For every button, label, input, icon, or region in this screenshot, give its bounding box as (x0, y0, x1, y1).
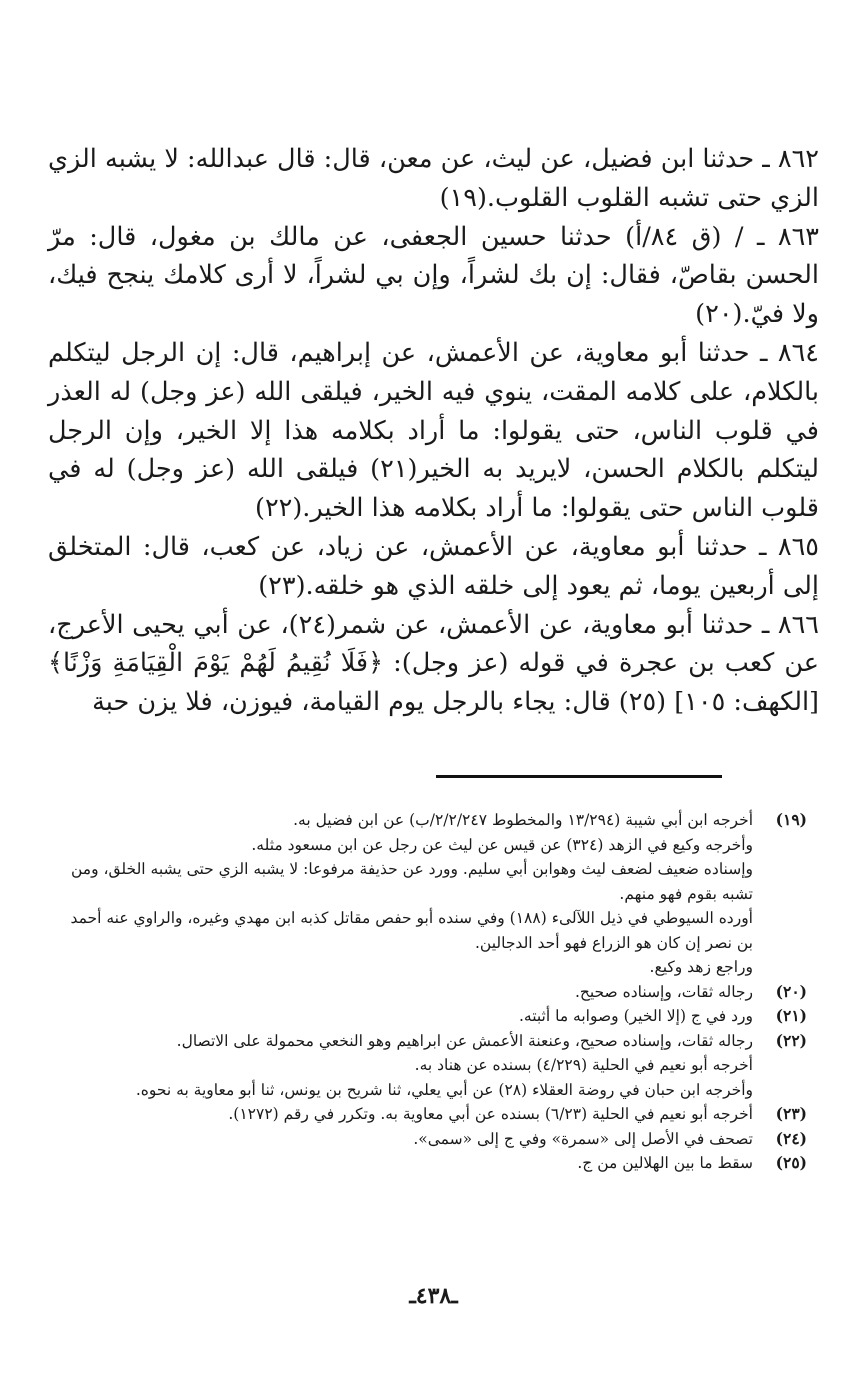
footnote-separator (436, 775, 722, 778)
footnote-line: تصحف في الأصل إلى «سمرة» وفي ج إلى «سمى». (413, 1129, 753, 1148)
page-number: ـ٤٣٨ـ (409, 1283, 458, 1309)
footnote-20 (60, 980, 807, 1005)
footnote-line: أورده السيوطي في ذيل اللآلىء (١٨٨) وفي سنده أبو حفص مقاتل كذبه ابن مهدي وغيره، والراوي عنه أحمد بن نصر إن كان هو الزراع فهو أحد الدجالين. (70, 909, 753, 952)
footnote-line: أخرجه ابن أبي شيبة (١٣/٢٩٤ والمخطوط ٢/٢/٢٤٧/ب) عن ابن فضيل به. (293, 811, 753, 829)
footnote-line: وأخرجه وكيع في الزهد (٣٢٤) عن قيس عن ليث عن رجل عن ابن مسعود مثله. (251, 835, 753, 854)
footnote-number: (٢٠) (775, 981, 807, 1001)
footnotes (60, 808, 807, 1176)
footnote-number: (١٩) (775, 810, 807, 829)
footnote-24 (60, 1127, 807, 1152)
footnote-line: أخرجه أبو نعيم في الحلية (٦/٢٣) بسنده عن أبي معاوية به. وتكرر في رقم (١٢٧٢). (228, 1105, 753, 1123)
paragraph-863: ٨٦٣ ـ / (ق ٨٤/أ) حدثنا حسين الجعفى، عن مالك بن مغول، قال: مرّ الحسن بقاصّ، فقال: إن بك لشراً، وإن بي لشراً، لا أرى كلامك ينجح فيك، ولا فيّ.(٢٠) (48, 221, 819, 330)
footnote-number: (٢١) (775, 1006, 807, 1025)
footnote-line: ورد في ج (إلا الخير) وصوابه ما أثبته. (518, 1007, 753, 1025)
paragraph-862: ٨٦٢ ـ حدثنا ابن فضيل، عن ليث، عن معن، قال: قال عبدالله: لا يشبه الزي الزي حتى تشبه القلوب القلوب.(١٩) (48, 144, 819, 213)
footnote-number: (٢٥) (775, 1153, 807, 1172)
footnote-line: رجاله ثقات، وإسناده صحيح، وعنعنة الأعمش عن ابراهيم وهو النخعي محمولة على الاتصال. (176, 1031, 753, 1050)
footnote-number: (٢٣) (775, 1104, 807, 1123)
main-text (48, 140, 819, 722)
footnote-line: وراجع زهد وكيع. (649, 958, 753, 976)
footnote-line: أخرجه أبو نعيم في الحلية (٤/٢٢٩) بسنده عن هناد به. (414, 1056, 753, 1074)
footnote-number: (٢٢) (775, 1030, 807, 1050)
paragraph-866: ٨٦٦ ـ حدثنا أبو معاوية، عن الأعمش، عن شمر(٢٤)، عن أبي يحيى الأعرج، عن كعب بن عجرة في قوله (عز وجل): ﴿فَلَا نُقِيمُ لَهُمْ يَوْمَ الْقِيَامَةِ وَزْنًا﴾ [الكهف: ١٠٥] (٢٥) قال: يجاء بالرجل يوم القيامة، فيوزن، فلا يزن حبة (48, 609, 819, 718)
footnote-number: (٢٤) (775, 1128, 807, 1148)
footnote-21 (60, 1004, 807, 1029)
footnote-19 (60, 808, 807, 980)
footnote-23 (60, 1102, 807, 1127)
footnote-line: وإسناده ضعيف لضعف ليث وهوابن أبي سليم. وورد عن حذيفة مرفوعا: لا يشبه الزي حتى يشبه الخلق، ومن تشبه بقوم فهو منهم. (70, 860, 753, 903)
footnote-25 (60, 1151, 807, 1176)
paragraph-865: ٨٦٥ ـ حدثنا أبو معاوية، عن الأعمش، عن زياد، عن كعب، قال: المتخلق إلى أربعين يوما، ثم يعود إلى خلقه الذي هو خلقه.(٢٣) (48, 531, 819, 601)
paragraph-864: ٨٦٤ ـ حدثنا أبو معاوية، عن الأعمش، عن إبراهيم، قال: إن الرجل ليتكلم بالكلام، على كلامه المقت، ينوي فيه الخير، فيلقى الله (عز وجل) له العذر في قلوب الناس، حتى يقولوا: ما أراد بكلامه هذا إلا الخير، وإن الرجل ليتكلم بالكلام الحسن، لايريد به الخير(٢١) فيلقى الله (عز وجل) له في قلوب الناس حتى يقولوا: ما أراد بكلامه هذا الخير.(٢٢) (48, 337, 819, 524)
footnote-line: رجاله ثقات، وإسناده صحيح. (574, 982, 753, 1001)
footnote-22 (60, 1029, 807, 1103)
footnote-line: سقط ما بين الهلالين من ج. (577, 1154, 753, 1172)
footnote-line: وأخرجه ابن حبان في روضة العقلاء (٢٨) عن أبي يعلي، ثنا شريح بن يونس، ثنا أبو معاوية به نحوه. (135, 1080, 753, 1099)
